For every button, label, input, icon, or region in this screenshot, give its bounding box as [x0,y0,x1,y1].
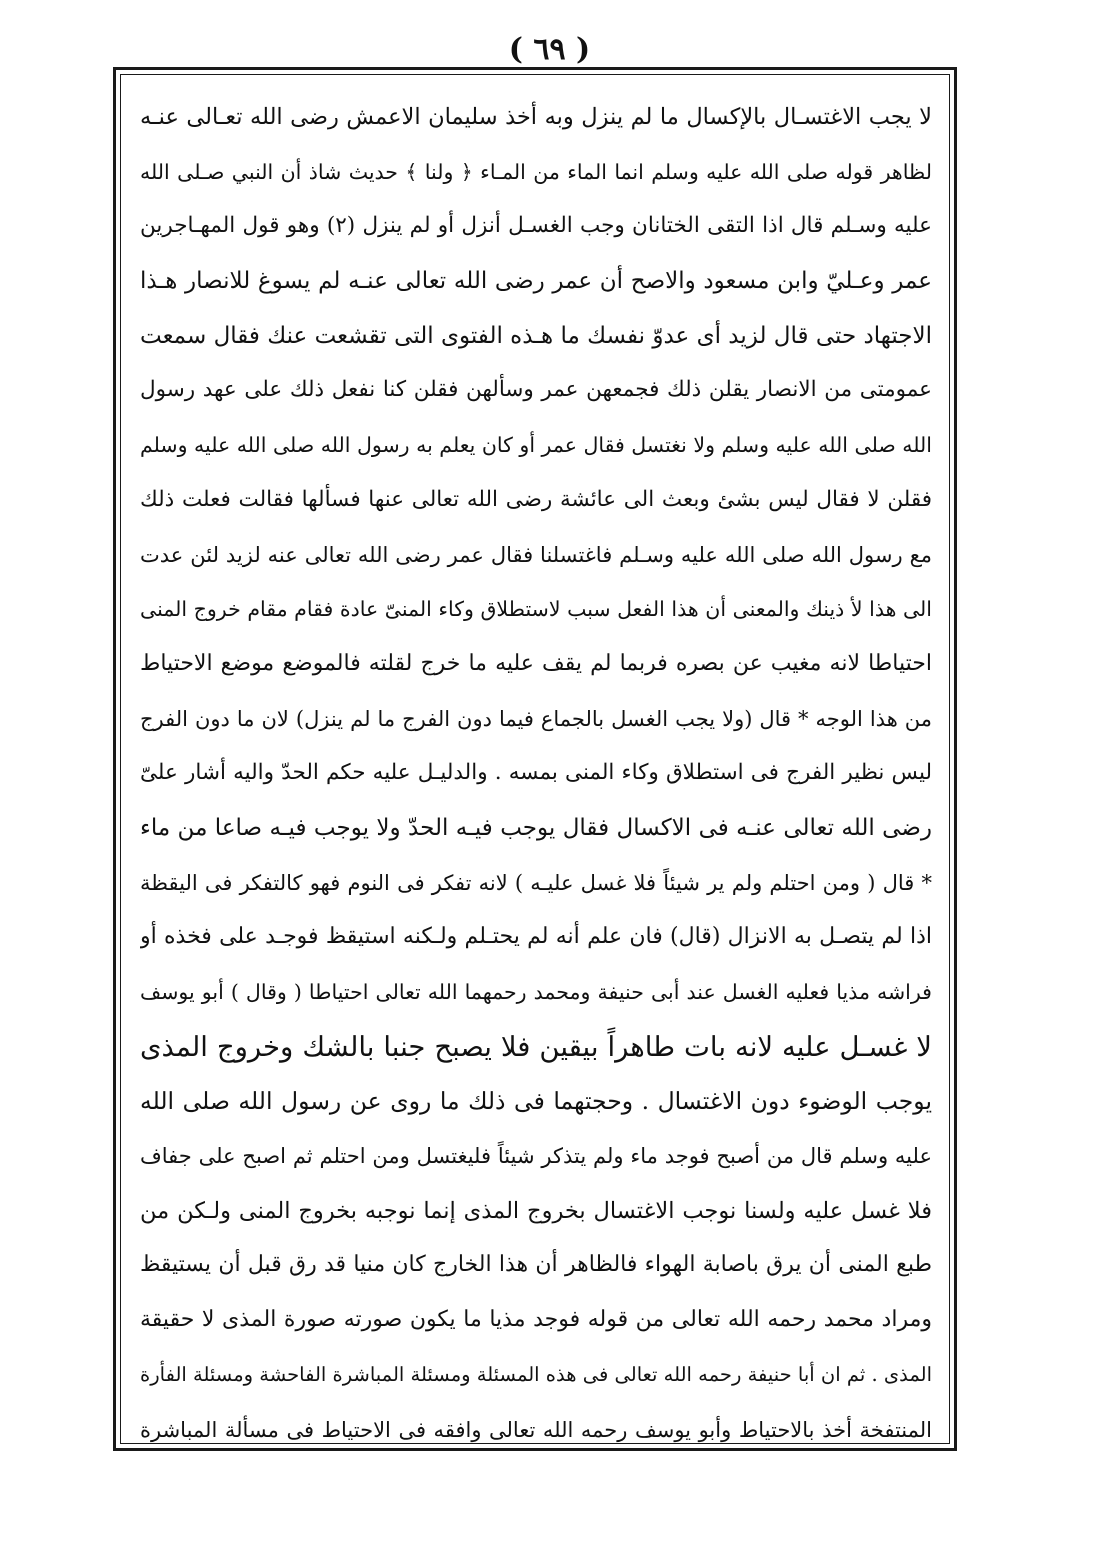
body-text [140,90,932,1457]
text-line: احتياطا لانه مغيب عن بصره فربما لم يقف عليه ما خرج لقلته فالموضع موضع الاحتياط [140,650,932,676]
text-line: لظاهر قوله صلى الله عليه وسلم انما الماء من المـاء ﴿ ولنا ﴾ حديث شاذ أن النبي صـلى الله [140,159,932,184]
text-line: عليه وسلم قال من أصبح فوجد ماء ولم يتذكر شيئاً فليغتسل ومن احتلم ثم اصبح على جفاف [140,1144,932,1169]
text-line: يوجب الوضوء دون الاغتسال . وحجتهما فى ذلك ما روى عن رسول الله صلى الله [140,1087,932,1116]
text-line: من هذا الوجه * قال (ولا يجب الغسل بالجماع فيما دون الفرج ما لم ينزل) لان ما دون الفرج [140,706,932,731]
text-line: فلا غسل عليه ولسنا نوجب الاغتسال بخروج المذى إنما نوجبه بخروج المنى ولـكن من [140,1197,932,1224]
text-line: الاجتهاد حتى قال لزيد أى عدوّ نفسك ما هـذه الفتوى التى تقشعت عنك فقال سمعت [140,322,932,349]
text-line: لا غسـل عليه لانه بات طاهراً بيقين فلا يصبح جنبا بالشك وخروج المذى [140,1030,932,1063]
text-line: الله صلى الله عليه وسلم ولا نغتسل فقال عمر أو كان يعلم به رسول الله صلى الله عليه وسلم [140,433,932,458]
text-line: * قال ( ومن احتلم ولم ير شيئاً فلا غسل عليـه ) لانه تفكر فى النوم فهو كالتفكر فى اليقظة [140,870,932,895]
text-line: فقلن لا فقال ليس بشئ وبعث الى عائشة رضى الله تعالى عنها فسألها فقالت فعلت ذلك [140,486,932,512]
text-line: رضى الله تعالى عنـه فى الاكسال فقال يوجب فيـه الحدّ ولا يوجب فيـه صاعا من ماء [140,814,932,841]
text-line: المنتفخة أخذ بالاحتياط وأبو يوسف رحمه الله تعالى وافقه فى الاحتياط فى مسألة المباشرة [140,1417,932,1442]
text-line: الى هذا لأ ذينك والمعنى أن هذا الفعل سبب لاستطلاق وكاء المنىّ عادة فقام مقام خروج المنى [140,597,932,622]
text-line: المذى . ثم ان أبا حنيفة رحمه الله تعالى فى هذه المسئلة ومسئلة المباشرة الفاحشة ومسئلة الفأرة [140,1362,932,1386]
text-line: ليس نظير الفرج فى استطلاق وكاء المنى بمسه . والدليـل عليه حكم الحدّ واليه أشار علىّ [140,760,932,786]
text-line: عليه وسـلم قال اذا التقى الختانان وجب الغسـل أنزل أو لم ينزل (٢) وهو قول المهـاجرين [140,213,932,239]
text-line: لا يجب الاغتسـال بالإكسال ما لم ينزل وبه أخذ سليمان الاعمش رضى الله تعـالى عنـه [140,104,932,130]
text-line: عمومتى من الانصار يقلن ذلك فجمعهن عمر وسألهن فقلن كنا نفعل ذلك على عهد رسول [140,377,932,403]
text-line: مع رسول الله صلى الله عليه وسـلم فاغتسلنا فقال عمر رضى الله تعالى عنه لزيد لئن عدت [140,542,932,567]
page-number: ( ٦٩ ) [508,32,591,67]
text-line: فراشه مذيا فعليه الغسل عند أبى حنيفة ومحمد رحمهما الله تعالى احتياطا ( وقال ) أبو يوسف [140,980,932,1004]
text-line: اذا لم يتصـل به الانزال (قال) فان علم أنه لم يحتـلم ولـكنه استيقظ فوجـد على فخذه أو [140,924,932,950]
text-line: طبع المنى أن يرق باصابة الهواء فالظاهر أن هذا الخارج كان منيا قد رق قبل أن يستيقظ [140,1252,932,1278]
text-line: ومراد محمد رحمه الله تعالى من قوله فوجد مذيا ما يكون صورته صورة المذى لا حقيقة [140,1307,932,1333]
text-line: عمر وعـليّ وابن مسعود والاصح أن عمر رضى الله تعالى عنـه لم يسوغ للانصار هـذا [140,268,932,295]
